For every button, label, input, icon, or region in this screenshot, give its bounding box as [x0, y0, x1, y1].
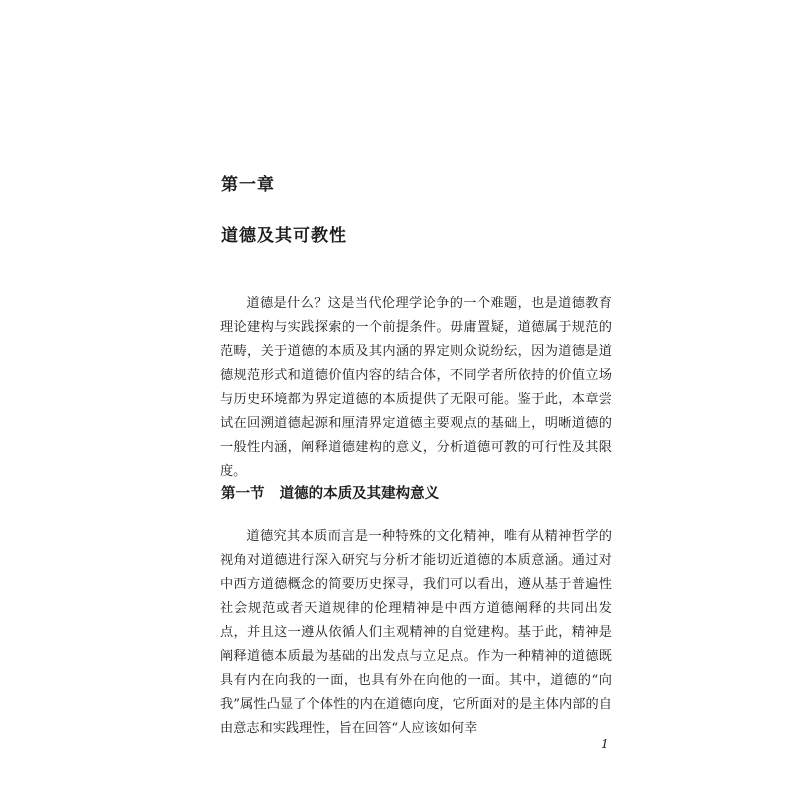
chapter-title: 道德及其可教性: [221, 226, 347, 246]
section-title: 道德的本质及其建构意义: [279, 486, 440, 502]
section-number: 第一节: [221, 486, 265, 502]
section-paragraph: 道德究其本质而言是一种特殊的文化精神，唯有从精神哲学的视角对道德进行深入研究与分析才能切近道德的本质意涵。通过对中西方道德概念的简要历史探寻，我们可以看出，遵从基于普遍性社会规范或者天道规律的伦理精神是中西方道德阐释的共同出发点，并且这一遵从依循人们主观精神的自觉建构。基于此，精神是阐释道德本质最为基础的出发点与立足点。作为一种精神的道德既具有内在向我的一面，也具有外在向他的一面。其中，道德的“向我”属性凸显了个体性的内在道德向度，它所面对的是主体内部的自由意志和实践理性，旨在回答“人应该如何幸: [220, 529, 612, 736]
intro-paragraph: 道德是什么？这是当代伦理学论争的一个难题，也是道德教育理论建构与实践探索的一个前提条件。毋庸置疑，道德属于规范的范畴，关于道德的本质及其内涵的界定则众说纷纭，因为道德是道德规范形式和道德价值内容的结合体，不同学者所依持的价值立场与历史环境都为界定道德的本质提供了无限可能。鉴于此，本章尝试在回溯道德起源和厘清界定道德主要观点的基础上，明晰道德的一般性内涵，阐释道德建构的意义，分析道德可教的可行性及其限度。: [220, 296, 612, 479]
chapter-label: 第一章: [221, 175, 275, 195]
section-heading: [221, 482, 439, 503]
page-number: 1: [601, 737, 609, 751]
